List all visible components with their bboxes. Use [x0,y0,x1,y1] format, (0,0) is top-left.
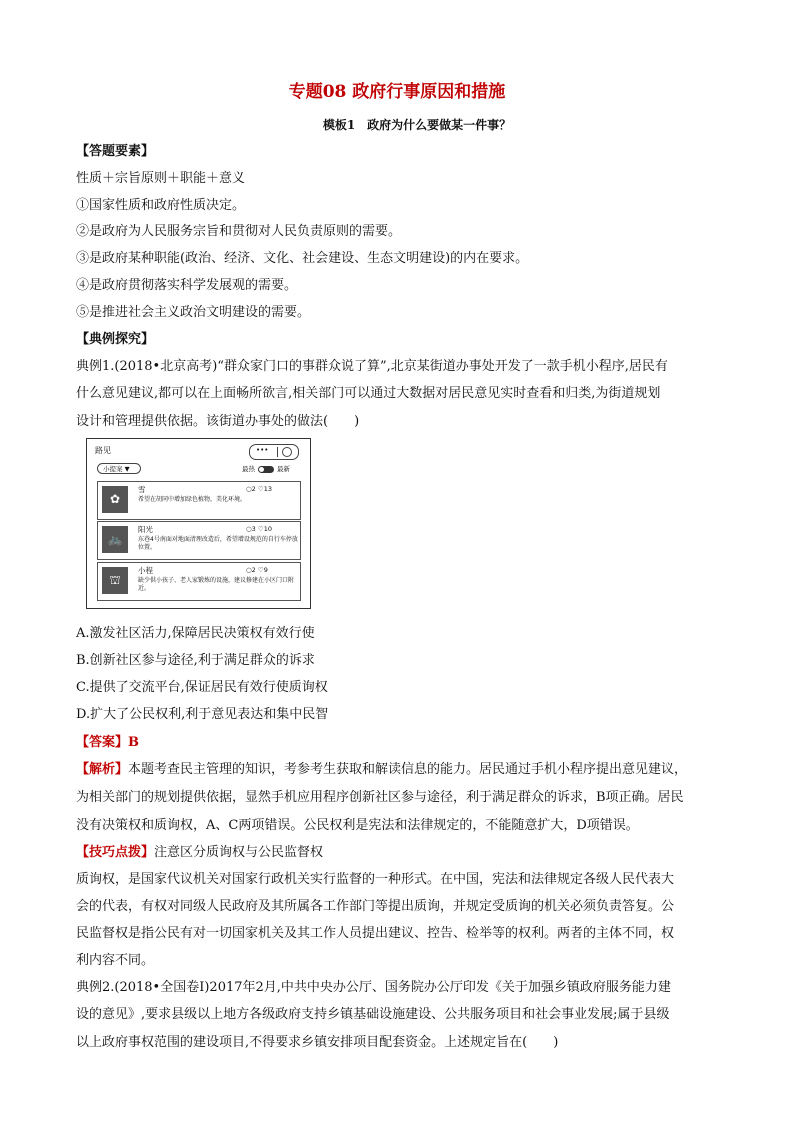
close-circle-icon [282,447,292,457]
suggestion-card [97,521,301,560]
card-author: 雪 [138,485,146,494]
analysis-line [76,758,736,777]
formula-line: 性质＋宗旨原则＋职能＋意义 [76,171,246,186]
point-item: ④是政府贯彻落实科学发展观的需要。 [76,278,298,293]
card-stats: ○2 ♡9 [246,566,268,574]
playground-icon: ⛫ [102,567,128,594]
analysis-label: 【解析】 [76,762,129,777]
question1-line: 什么意见建议,都可以在上面畅所欲言,相关部门可以通过大数据对居民意见实时查看和归类,为街道规划 [76,386,661,401]
capsule-divider [277,447,278,457]
tip-line [76,841,736,860]
point-item: ③是政府某种职能(政治、经济、文化、社会建设、生态文明建设)的内在要求。 [76,251,529,266]
answer-value: B [128,735,140,750]
more-icon: ••• [256,446,269,454]
tip-text-line: 质询权，是国家代议机关对国家行政机关实行监督的一种形式。在中国，宪法和法律规定各级人民代表大 [76,872,675,887]
suggestion-card [97,481,301,520]
point-item: ⑤是推进社会主义政治文明建设的需要。 [76,305,311,320]
category-dropdown: 小提案 ▼ [97,463,141,474]
analysis-text: 本题考查民主管理的知识，考参考生获取和解读信息的能力。居民通过手机小程序提出意见建议， [128,762,688,777]
tip-text-line: 会的代表，有权对同级人民政府及其所属各工作部门等提出质询，并规定受质询的机关必须负责答复。公 [76,899,675,914]
question2-line: 以上政府事权范围的建设项目,不得要求乡镇安排项目配套资金。上述规定旨在( ) [76,1035,559,1050]
toggle-icon [258,466,274,473]
question2-line: 典例2.(2018•全国卷Ⅰ)2017年2月,中共中央办公厅、国务院办公厅印发《关于加强乡镇政府服务能力建 [76,980,671,995]
answer-elements-heading: 【答题要素】 [76,144,155,159]
tip-text-line: 民监督权是指公民有对一切国家机关及其工作人员提出建议、控告、检举等的权利。两者的主体不同，权 [76,926,675,941]
card-description: 希望在胡同中增加绿色植物，美化环境。 [138,496,247,503]
app-header-title: 路见 [95,446,111,455]
card-stats: ○3 ♡10 [246,525,272,533]
suggestion-card [97,562,301,601]
tip-text-line: 利内容不同。 [76,953,155,968]
question1-line: 设计和管理提供依据。该街道办事处的做法( ) [76,414,360,429]
answer-line [76,731,736,750]
document-title: 专题08 政府行事原因和措施 [288,82,506,102]
option-a: A.激发社区活力,保障居民决策权有效行使 [76,626,315,641]
app-screenshot-figure [86,438,311,609]
point-item: ①国家性质和政府性质决定。 [76,198,246,213]
example-heading: 【典例探究】 [76,332,155,347]
sort-toggle [242,464,290,473]
tip-label: 【技巧点拨】 [76,845,155,860]
question1-line: 典例1.(2018•北京高考)“群众家门口的事群众说了算”,北京某街道办事处开发了一款手机小程序,居民有 [76,359,668,374]
sort-hot-label: 最热 [242,465,255,473]
plant-icon: ✿ [102,486,128,513]
tip-title: 注意区分质询权与公民监督权 [154,845,324,860]
card-author: 阳光 [138,525,153,534]
analysis-line: 为相关部门的规划提供依据，显然手机应用程序创新社区参与途径，利于满足群众的诉求，B项正确。居民 [76,790,684,805]
option-d: D.扩大了公民权利,利于意见表达和集中民智 [76,707,329,722]
question2-line: 设的意见》,要求县级以上地方各级政府支持乡镇基础设施建设、公共服务项目和社会事业发展;属于县级 [76,1007,670,1022]
card-description: 缺少供小孩子、老人家锻炼的设施，建议修建在小区门口附近。 [138,577,295,592]
answer-label: 【答案】 [76,735,129,750]
card-description: 东巷4号南面对地面清理改造后，希望增设规范的自行车停放位置。 [138,536,298,551]
card-author: 小程 [138,566,153,575]
option-b: B.创新社区参与途径,利于满足群众的诉求 [76,653,315,668]
sort-new-label: 最新 [277,465,290,473]
analysis-line: 没有决策权和质询权，A、C两项错误。公民权利是宪法和法律规定的，不能随意扩大，D项错误。 [76,818,639,833]
bicycle-icon: 🚲 [102,526,128,553]
point-item: ②是政府为人民服务宗旨和贯彻对人民负责原则的需要。 [76,224,402,239]
card-stats: ○2 ♡13 [246,485,272,493]
document-subtitle: 模板1 政府为什么要做某一件事？ [322,118,512,132]
app-menu-capsule [249,444,299,460]
option-c: C.提供了交流平台,保证居民有效行使质询权 [76,680,328,695]
